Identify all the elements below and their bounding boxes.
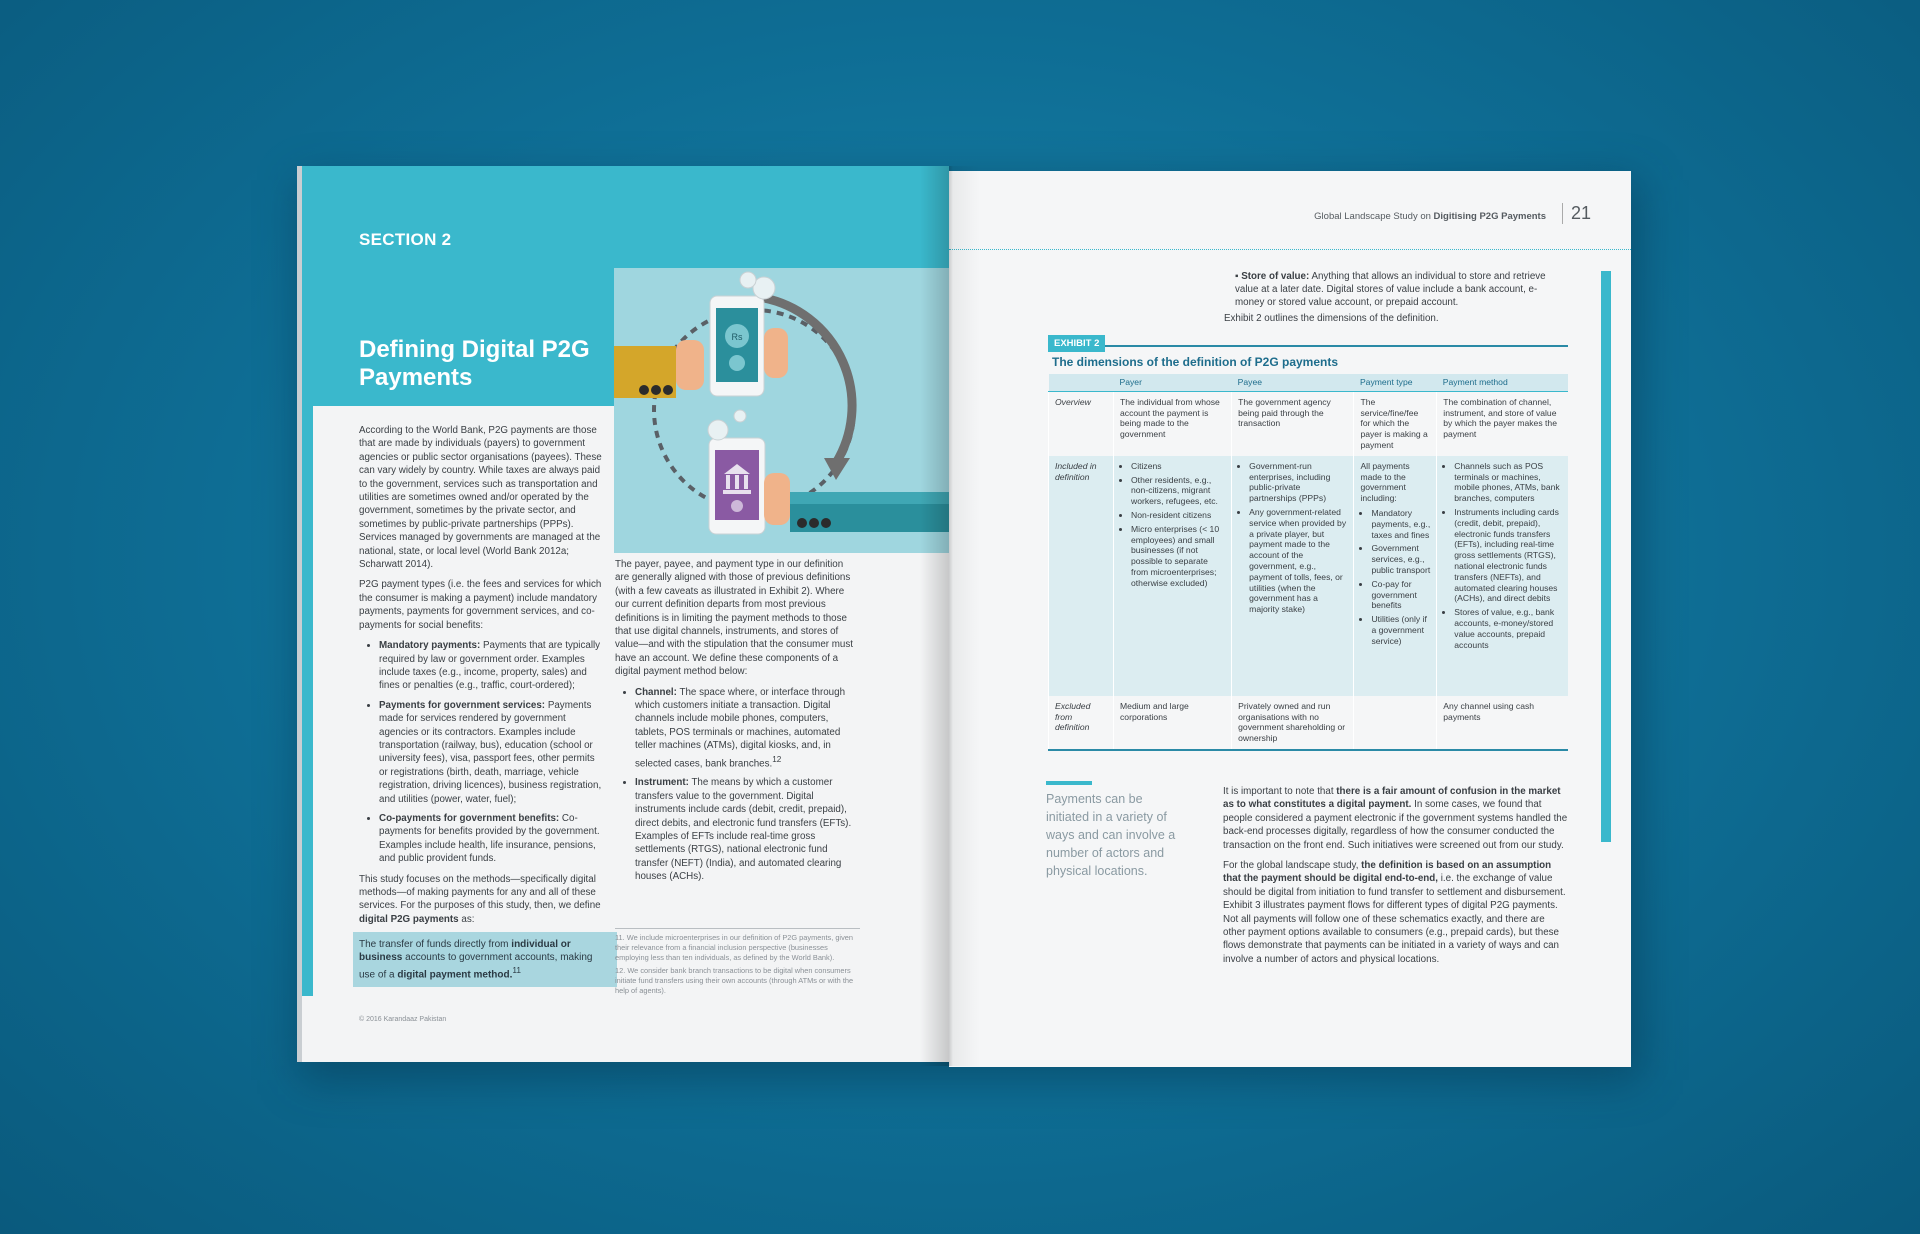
- table-cell: Any channel using cash payments: [1437, 696, 1568, 750]
- list-item: • Channel: The space where, or interface through which customers initiate a transaction. Digital channels include mobile phones, computers, tablets, POS terminals or machines, automated teller machines (ATMs), digital kiosks, and, in selected cases, bank branches.$^{12}$: [635, 686, 860, 771]
- table-cell: The government agency being paid through the transaction: [1232, 391, 1354, 455]
- running-header: Global Landscape Study on Digitising P2G Payments: [1314, 211, 1546, 222]
- exhibit-tag: EXHIBIT 2: [1048, 335, 1105, 352]
- left-column: [359, 424, 604, 933]
- exhibit-intro: Exhibit 2 outlines the dimensions of the definition.: [1224, 313, 1439, 324]
- table-cell: Medium and large corporations: [1114, 696, 1232, 750]
- row-label: Included in definition: [1049, 456, 1114, 696]
- table-row: [1049, 696, 1569, 750]
- table-cell: [1354, 696, 1437, 750]
- definition-callout: The transfer of funds directly from individual or business accounts to government accounts, making use of a digital payment method.$^{11}$: [353, 932, 617, 987]
- store-of-value-item: ▪ Store of value: Anything that allows an individual to store and retrieve value at a later date. Digital stores of value include a bank account, e-money or stored value account, or prepaid account.: [1235, 271, 1546, 308]
- section-label: SECTION 2: [359, 230, 452, 249]
- exhibit-rule: [1048, 345, 1568, 347]
- table-cell: The combination of channel, instrument, and store of value by which the payer makes the payment: [1437, 391, 1568, 455]
- footnotes: [615, 928, 860, 999]
- page-number: 21: [1562, 203, 1591, 224]
- table-row: [1049, 391, 1569, 455]
- side-stripe: [1601, 271, 1611, 842]
- page-title: Defining Digital P2G Payments: [359, 336, 590, 391]
- table-cell: The individual from whose account the payment is being made to the government: [1114, 391, 1232, 455]
- focus-paragraph: This study focuses on the methods—specifically digital methods—of making payments for any and all of these services. For the purposes of this study, then, we define digital P2G payments as:: [359, 873, 601, 925]
- list-item: • Instrument: The means by which a customer transfers value to the government. Digital instruments include cards (debit, credit, prepaid), direct debits, and electronic fund transfers (EFTs). Examples of EFTs include real-time gross settlements (RTGS), national electronic fund transfer (NEFT) (India), and automated clearing houses (ACHs).: [635, 776, 860, 883]
- types-intro: P2G payment types (i.e. the fees and services for which the consumer is making a payment) include mandatory payments, payments for government services, and co-payments for social benefits:: [359, 579, 602, 631]
- footnote: 11. We include microenterprises in our definition of P2G payments, given their relevance from a financial inclusion perspective (businesses employing less than ten individuals, as defined by the World Bank).: [615, 933, 853, 962]
- table-header: Payer: [1114, 374, 1232, 391]
- left-page-edge: [297, 166, 302, 1062]
- row-label: Overview: [1049, 391, 1114, 455]
- middle-paragraph: The payer, payee, and payment type in our definition are generally aligned with those of previous definitions (with a few caveats as illustrated in Exhibit 2). Where our current definition departs from most previous definitions is in limiting the payment methods to those that use digital channels, instruments, and stores of value—and with the stipulation that the consumer must have an account. We define these components of a digital payment method below:: [615, 559, 853, 678]
- payment-illustration: [614, 268, 949, 553]
- table-cell: • Channels such as POS terminals or machines, mobile phones, ATMs, bank branches, computers • Instruments including cards (credit, debit, prepaid), electronic funds transfers (EFTs), including real-time gross settlements (RTGS), national electronic funds transfers (NEFTs), and automated clearing houses (ACHs), and direct debits • Stores of value, e.g., bank accounts, e-money/stored value accounts, prepaid accounts: [1437, 456, 1568, 696]
- pullquote-bar: [1046, 781, 1092, 785]
- list-item: • Mandatory payments: Payments that are typically required by law or government order. Examples include taxes (e.g., income, property, sales) and fines or penalties (e.g., traffic, court-ordered);: [379, 639, 604, 693]
- components-list: [615, 686, 860, 884]
- list-item: • Payments for government services: Payments made for services rendered by government agencies or its contractors. Examples include transportation (railway, bus), education (school or university fees), visa, passport fees, other permits or registrations (birth, death, marriage, vehicle registration, driving licences), business registration, and utilities (power, water, fuel);: [379, 699, 604, 806]
- table-header: Payee: [1232, 374, 1354, 391]
- table-header: Payment type: [1354, 374, 1437, 391]
- table-cell: The service/fine/fee for which the payer is making a payment: [1354, 391, 1437, 455]
- payment-types-list: [359, 639, 604, 866]
- table-cell: • Government-run enterprises, including public-private partnerships (PPPs) • Any government-related service when provided by a private player, but payment made to the account of the government, e.g., payment of tolls, fees, or utilities (when the government has a majority stake): [1232, 456, 1354, 696]
- exhibit-title: The dimensions of the definition of P2G payments: [1052, 355, 1339, 369]
- table-row: [1049, 456, 1569, 696]
- middle-column: [615, 558, 860, 891]
- coin-symbol: Rs: [731, 332, 743, 342]
- left-page: [297, 166, 949, 1062]
- right-page: [949, 171, 1631, 1067]
- table-header-row: [1049, 374, 1569, 391]
- table-cell: • Citizens • Other residents, e.g., non-citizens, migrant workers, refugees, etc. • Non-resident citizens • Micro enterprises (< 10 employees) and small businesses (if not possible to separate from microenterprises; otherwise excluded): [1114, 456, 1232, 696]
- header-rule: [949, 249, 1631, 250]
- body-paragraph: It is important to note that there is a fair amount of confusion in the market as to what constitutes a digital payment. In some cases, we found that people considered a payment electronic if the government systems handled the back-end processes digitally, regardless of how the consumer conducted the transaction on the front end. Such initiatives were screened out from our study.: [1223, 786, 1568, 851]
- right-body: [1223, 785, 1569, 973]
- table-cell: Privately owned and run organisations with no government shareholding or ownership: [1232, 696, 1354, 750]
- dimensions-table: [1048, 374, 1568, 751]
- row-label: Excluded from definition: [1049, 696, 1114, 750]
- copyright: © 2016 Karandaaz Pakistan: [359, 1016, 447, 1023]
- table-header: Payment method: [1437, 374, 1568, 391]
- table-header: [1049, 374, 1114, 391]
- footnote: 12. We consider bank branch transactions to be digital when consumers initiate fund transfers using their own accounts (through ATMs or with the help of agents).: [615, 966, 854, 995]
- list-item: • Co-payments for government benefits: Co-payments for benefits provided by the government. Examples include health, life insurance, pensions, and public provident funds.: [379, 812, 604, 866]
- body-paragraph: For the global landscape study, the definition is based on an assumption that the payment should be digital end-to-end, i.e. the exchange of value should be digital from initiation to fund transfer to settlement and disbursement. Exhibit 3 illustrates payment flows for different types of digital P2G payments. Not all payments will follow one of these schematics exactly, and there are other payment options available to consumers (e.g., prepaid cards), but these flows demonstrate that payments can be initiated in a variety of ways and can involve a number of actors and physical locations.: [1223, 860, 1566, 965]
- intro-paragraph: According to the World Bank, P2G payments are those that are made by individuals (payers) to government agencies or public sector organisations (payees). These can vary widely by country. While taxes are always paid to the government, services such as transportation and utilities are sometimes owned and/or operated by the government, sometimes by the private sector, and sometimes by public-private partnerships (PPPs). Services managed by governments are managed at the national, state, or local level (World Bank 2012a; Scharwatt 2014).: [359, 425, 602, 571]
- pullquote: Payments can be initiated in a variety of ways and can involve a number of actors and physical locations.: [1046, 792, 1176, 878]
- table-cell: All payments made to the government including: • Mandatory payments, e.g., taxes and fines • Government services, e.g., public transport • Co-pay for government benefits • Utilities (only if a government service): [1354, 456, 1437, 696]
